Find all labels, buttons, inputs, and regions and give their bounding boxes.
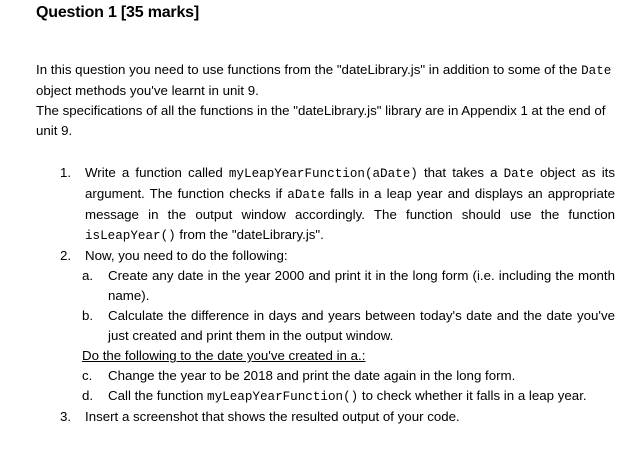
- subtask-note: Do the following to the date you've created in a.:: [82, 348, 366, 363]
- subtask-text: Call the function: [108, 388, 208, 403]
- code-myleapyearfunction: myLeapYearFunction(): [207, 390, 359, 404]
- task-number: 2.: [60, 248, 72, 263]
- task-text: falls in a leap year and displays an appropriate message in the output window accordingly. The function should use the function: [85, 186, 615, 222]
- subtask-d: [60, 386, 615, 407]
- code-function-signature: myLeapYearFunction(aDate): [228, 167, 418, 181]
- task-number: 3.: [60, 409, 72, 424]
- task-text: Insert a screenshot that shows the resulted output of your code.: [85, 409, 460, 424]
- subtask-letter: c.: [82, 368, 93, 383]
- code-adate: aDate: [287, 188, 326, 202]
- intro-section: [36, 60, 616, 141]
- subtask-text: Calculate the difference in days and years between today's date and the date you've just created and print them in the output window.: [108, 308, 615, 343]
- task-item-2: [60, 246, 615, 407]
- task-text: object as its argument. The function checks if: [85, 165, 615, 201]
- subtask-text: Change the year to be 2018 and print the date again in the long form.: [108, 368, 516, 383]
- task-text: from the "dateLibrary.js".: [175, 227, 324, 242]
- subtask-letter: b.: [82, 308, 94, 323]
- intro-paragraph-1: [36, 60, 616, 101]
- task-list: [60, 163, 615, 427]
- code-date: Date: [581, 64, 612, 78]
- intro-text: In this question you need to use functions from the "dateLibrary.js" in addition to some of the: [36, 62, 582, 77]
- code-date: Date: [503, 167, 534, 181]
- subtask-c: [60, 366, 615, 386]
- intro-text: object methods you've learnt in unit 9.: [36, 83, 259, 98]
- subtask-a: [60, 266, 615, 306]
- code-isleapyear: isLeapYear(): [85, 229, 176, 243]
- subtask-b: [60, 306, 615, 346]
- intro-paragraph-2: The specifications of all the functions in the "dateLibrary.js" library are in Appendix 1 at the end of unit 9.: [36, 103, 606, 138]
- subtask-letter: a.: [82, 268, 94, 283]
- task-item-3: [60, 407, 615, 427]
- task-text: Now, you need to do the following:: [85, 248, 288, 263]
- subtask-text: to check whether it falls in a leap year.: [358, 388, 587, 403]
- task-text: Write a function called: [85, 165, 229, 180]
- subtask-letter: d.: [82, 388, 94, 403]
- task-text: that takes a: [417, 165, 504, 180]
- task-number: 1.: [60, 165, 72, 180]
- task-item-1: [60, 163, 615, 246]
- subtask-text: Create any date in the year 2000 and print it in the long form (i.e. including the month name).: [108, 268, 615, 303]
- question-heading: Question 1 [35 marks]: [36, 4, 199, 21]
